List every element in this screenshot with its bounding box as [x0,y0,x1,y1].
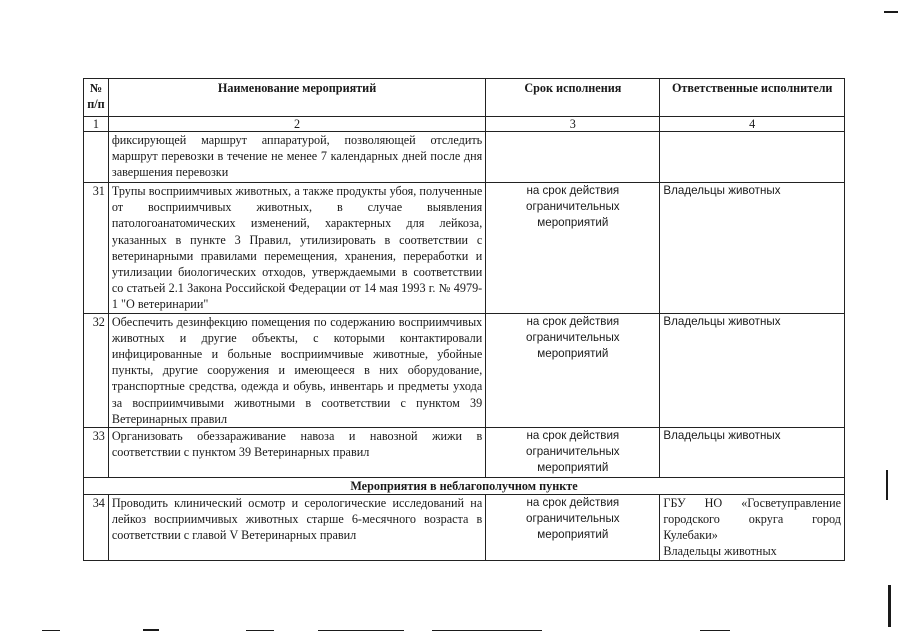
row-responsible: Владельцы животных [660,428,845,478]
header-term: Срок исполнения [486,79,660,117]
row-responsible [660,132,845,183]
row-responsible: Владельцы животных [660,313,845,427]
row-num: 31 [84,183,109,314]
scan-dash-bottom-6 [700,630,730,631]
header-row [84,79,845,117]
table-row [84,313,845,427]
section-heading: Мероприятия в неблагополучном пункте [84,477,845,494]
table-row [84,183,845,314]
table-row [84,428,845,478]
row-measure-text: Трупы восприимчивых животных, а также продукты убоя, полученные от восприимчивых животных, в случае выявления патологоанатомических изменений, характерных для лейкоза, указанных в пункте 3 Правил, утилизировать в соответствии с ветеринарными правилами перемещения, хранения, переработки и утилизации биологических отходов, утверждаемыми в соответствии со статьей 2.1 Закона Российской Федерации от 14 мая 1993 г. № 4979-1 "О ветеринарии" [108,183,485,314]
scan-dash-bottom-2 [143,629,159,631]
row-num: 32 [84,313,109,427]
scan-edge-mark [886,470,888,500]
section-heading-row [84,477,845,494]
row-responsible-extra: Владельцы животных [663,544,777,559]
row-measure-text: Проводить клинический осмотр и серологические исследований на лейкоз восприимчивых животных старше 6-месячного возраста в соответствии с главой V Ветеринарных правил [108,494,485,560]
column-index-2: 2 [108,117,485,132]
row-num: 34 [84,494,109,560]
column-index-4: 4 [660,117,845,132]
header-name: Наименование мероприятий [108,79,485,117]
scan-dash-bottom-5 [432,630,542,631]
header-responsible: Ответственные исполнители [660,79,845,117]
row-measure-text: Обеспечить дезинфекцию помещения по содержанию восприимчивых животных и другие объекты, с которыми контактировали инфицированные и больные восприимчивые животные, убойные пункты, другие сооружения и имеющееся в них оборудование, транспортные средства, одежда и обувь, инвентарь и предметы ухода за восприимчивыми животными в соответствии с пунктом 39 Ветеринарных правил [108,313,485,427]
scan-dash-bottom-3 [246,630,274,631]
row-responsible-org: ГБУ НО «Госветуправление городского округа город Кулебаки» [663,495,841,543]
row-responsible [660,494,845,560]
measures-table [83,78,845,561]
scan-dash-bottom-1 [42,630,60,631]
scan-dash-bottom-4 [318,630,404,631]
table-row [84,494,845,560]
scan-dash-top-right [884,11,898,13]
scan-edge-mark-2 [888,585,891,627]
row-measure-text: фиксирующей маршрут аппаратурой, позволяющей отследить маршрут перевозки в течение не менее 7 календарных дней после дня завершения перевозки [108,132,485,183]
row-term: на срок действия ограничительных мероприятий [486,183,660,314]
row-term [486,132,660,183]
row-responsible: Владельцы животных [660,183,845,314]
row-term: на срок действия ограничительных мероприятий [486,428,660,478]
table-row-continuation [84,132,845,183]
row-num: 33 [84,428,109,478]
row-term: на срок действия ограничительных мероприятий [486,313,660,427]
row-measure-text: Организовать обеззараживание навоза и навозной жижи в соответствии с пунктом 39 Ветеринарных правил [108,428,485,478]
column-index-row [84,117,845,132]
row-term: на срок действия ограничительных мероприятий [486,494,660,560]
column-index-3: 3 [486,117,660,132]
row-num [84,132,109,183]
header-num: № п/п [84,79,109,117]
column-index-1: 1 [84,117,109,132]
